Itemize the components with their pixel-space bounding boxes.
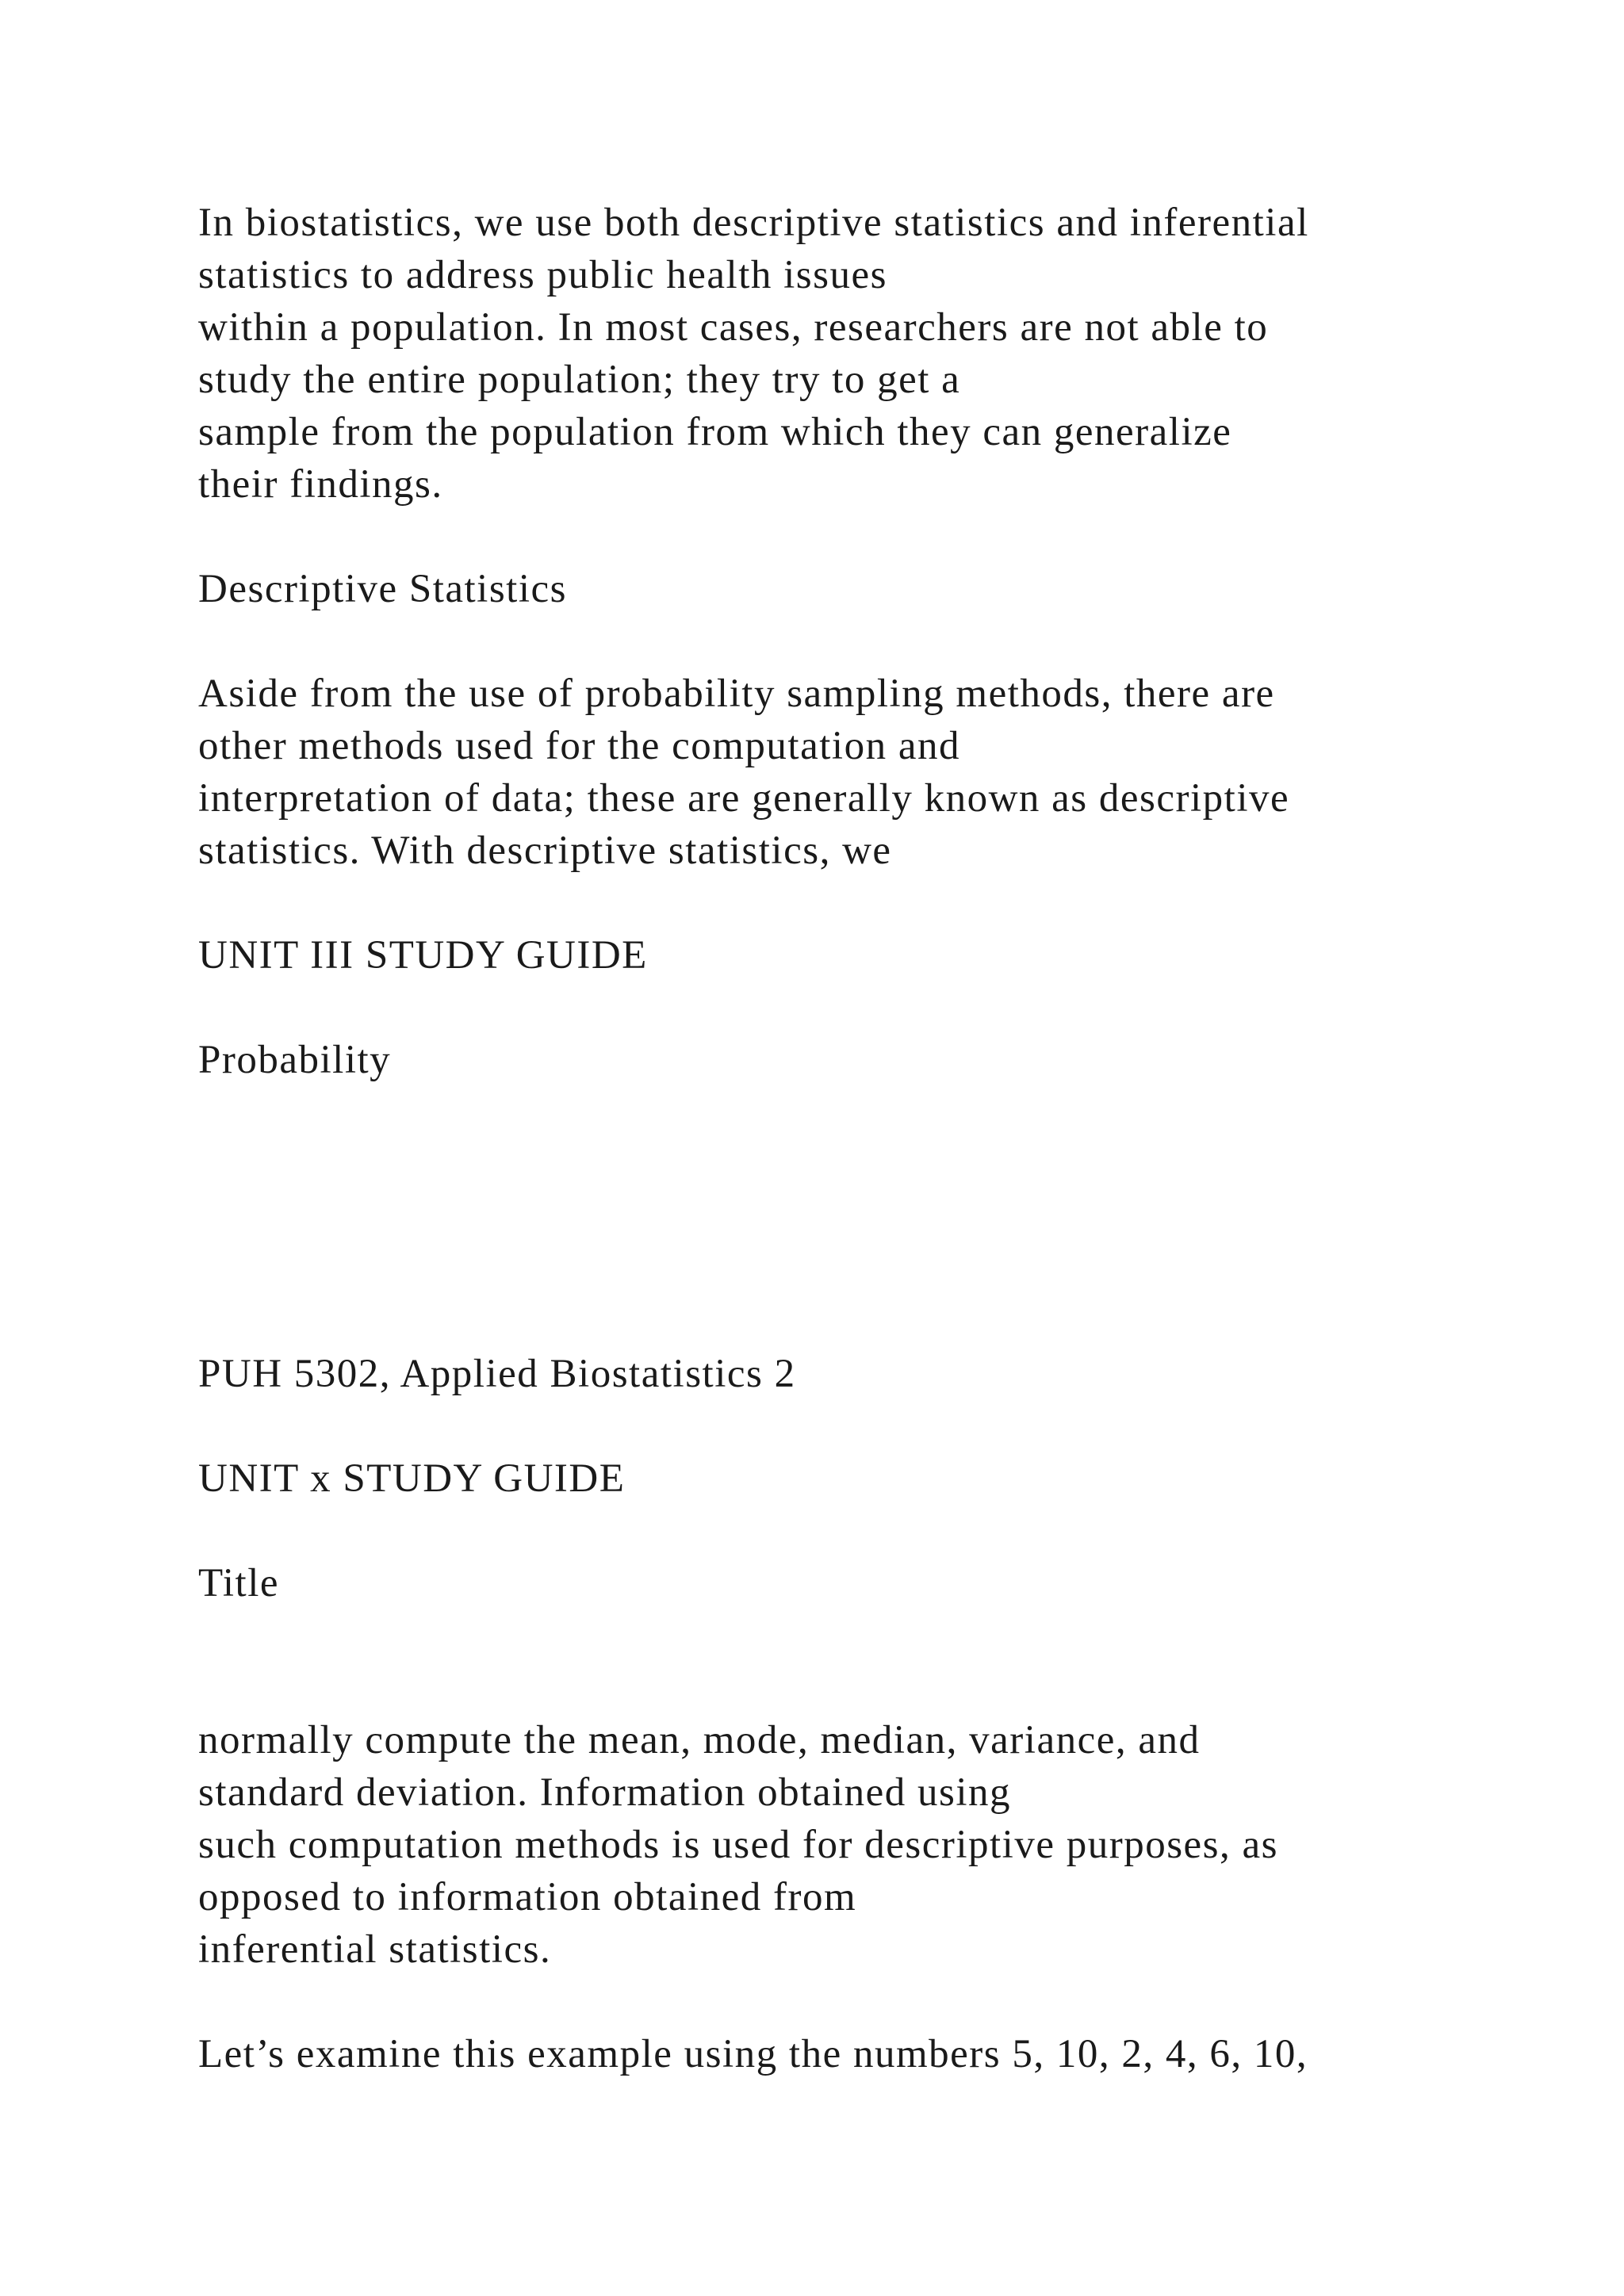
normally-line-3: such computation methods is used for descriptive purposes, as	[198, 1823, 1279, 1867]
unit-header: UNIT III STUDY GUIDE	[198, 933, 648, 978]
normally-line-4: opposed to information obtained from	[198, 1875, 857, 1919]
intro-line-6: their findings.	[198, 462, 443, 507]
intro-line-2: statistics to address public health issues	[198, 253, 887, 297]
aside-line-1: Aside from the use of probability sampling methods, there are	[198, 672, 1275, 716]
normally-line-1: normally compute the mean, mode, median, variance, and	[198, 1718, 1201, 1762]
unit-topic: Probability	[198, 1038, 392, 1082]
template-title: Title	[198, 1561, 280, 1605]
normally-line-5: inferential statistics.	[198, 1927, 552, 1972]
aside-line-2: other methods used for the computation and	[198, 724, 960, 768]
intro-line-3: within a population. In most cases, researchers are not able to	[198, 305, 1269, 350]
example-line-1: Let’s examine this example using the numbers 5, 10, 2, 4, 6, 10,	[198, 2032, 1308, 2076]
template-unit: UNIT x STUDY GUIDE	[198, 1456, 626, 1501]
intro-line-4: study the entire population; they try to get a	[198, 358, 961, 402]
course-title: PUH 5302, Applied Biostatistics 2	[198, 1352, 796, 1396]
intro-line-5: sample from the population from which they can generalize	[198, 410, 1232, 454]
aside-line-4: statistics. With descriptive statistics, we	[198, 828, 892, 873]
aside-line-3: interpretation of data; these are generally known as descriptive	[198, 776, 1290, 821]
heading-descriptive-statistics: Descriptive Statistics	[198, 567, 568, 611]
intro-line-1: In biostatistics, we use both descriptive statistics and inferential	[198, 201, 1309, 245]
normally-line-2: standard deviation. Information obtained using	[198, 1770, 1012, 1815]
